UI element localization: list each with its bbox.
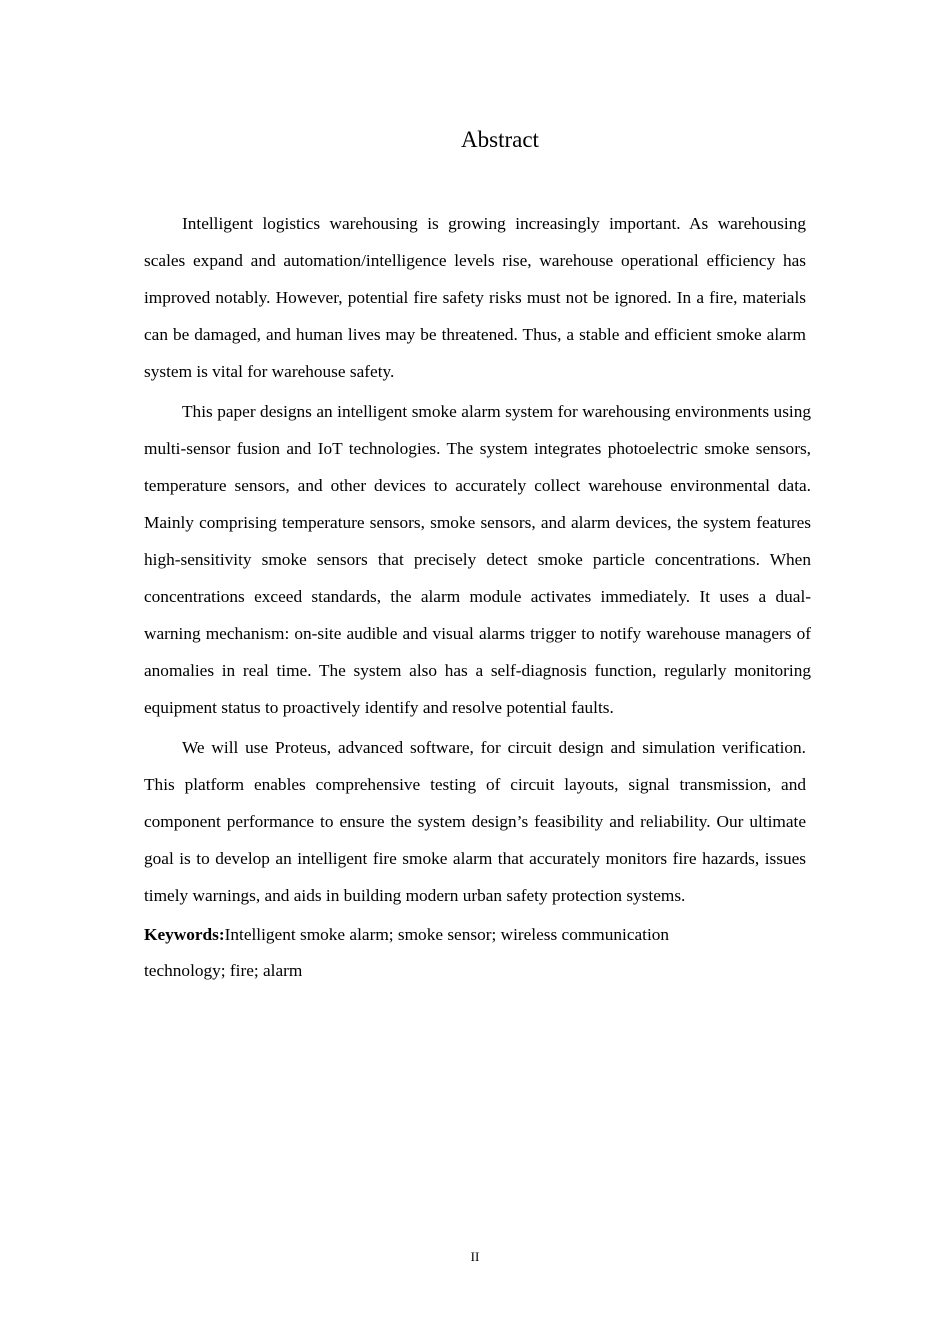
keywords-label: Keywords: (144, 925, 225, 944)
abstract-body (144, 205, 811, 989)
abstract-title: Abstract (461, 127, 539, 152)
abstract-paragraph-2: This paper designs an intelligent smoke alarm system for warehousing environments using multi-sensor fusion and IoT technologies. The system integrates photoelectric smoke sensors, temperature sensors, and other devices to accurately collect warehouse environmental data. Mainly comprising temperature sensors, smoke sensors, and alarm devices, the system features high-sensitivity smoke sensors that precisely detect smoke particle concentrations. When concentrations exceed standards, the alarm module activates immediately. It uses a dual-warning mechanism: on-site audible and visual alarms trigger to notify warehouse managers of anomalies in real time. The system also has a self-diagnosis function, regularly monitoring equipment status to proactively identify and resolve potential faults. (144, 402, 811, 717)
keywords-line (144, 917, 744, 989)
abstract-paragraph-1: Intelligent logistics warehousing is growing increasingly important. As warehousing scales expand and automation/intelligence levels rise, warehouse operational efficiency has improved notably. However, potential fire safety risks must not be ignored. In a fire, materials can be damaged, and human lives may be threatened. Thus, a stable and efficient smoke alarm system is vital for warehouse safety. (144, 214, 806, 381)
keywords-text: Intelligent smoke alarm; smoke sensor; wireless communication technology; fire; alarm (144, 925, 670, 980)
page-number: II (470, 1249, 480, 1264)
abstract-paragraph-3: We will use Proteus, advanced software, for circuit design and simulation verification. This platform enables comprehensive testing of circuit layouts, signal transmission, and component performance to ensure the system design’s feasibility and reliability. Our ultimate goal is to develop an intelligent fire smoke alarm that accurately monitors fire hazards, issues timely warnings, and aids in building modern urban safety protection systems. (144, 738, 806, 905)
